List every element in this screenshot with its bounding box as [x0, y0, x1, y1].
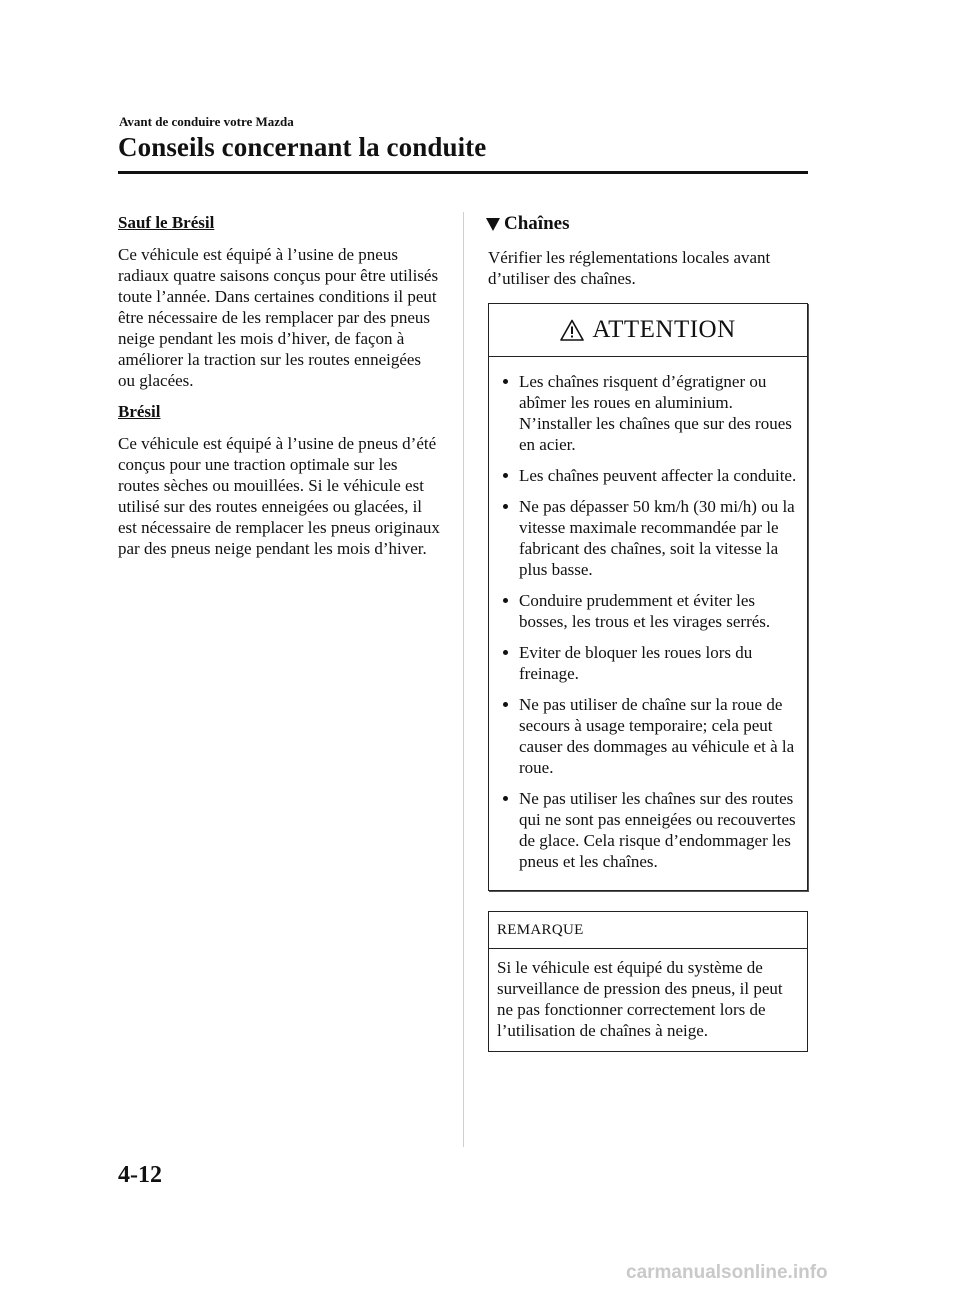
attention-item-text: Eviter de bloquer les roues lors du freinage. [519, 643, 753, 683]
watermark-link[interactable]: carmanualsonline.info [626, 1262, 828, 1283]
bullet-icon [503, 796, 508, 801]
right-column [488, 212, 808, 1052]
paragraph-brazil: Ce véhicule est équipé à l’usine de pneus d’été conçus pour une traction optimale sur les routes sèches ou mouillées. Si le véhicule est utilisé sur des routes enneigées ou glacées, il est nécessaire de remplacer les pneus originaux par des pneus neige pendant les mois d’hiver. [118, 434, 440, 558]
attention-item-text: Conduire prudemment et éviter les bosses, les trous et les virages serrés. [519, 591, 771, 631]
section-label: Avant de conduire votre Mazda [119, 114, 294, 129]
bullet-icon [503, 598, 508, 603]
attention-item [501, 496, 797, 580]
attention-item [501, 465, 797, 486]
attention-item [501, 694, 797, 778]
attention-box [488, 303, 808, 891]
attention-item [501, 371, 797, 455]
note-text: Si le véhicule est équipé du système de surveillance de pression des pneus, il peut ne pas fonctionner correctement lors de l’utilisation de chaînes à neige. [497, 958, 783, 1040]
column-divider [463, 212, 464, 1147]
attention-header [489, 304, 807, 357]
bullet-icon [503, 650, 508, 655]
triangle-down-icon [486, 218, 500, 231]
note-title: REMARQUE [489, 912, 807, 949]
bullet-icon [503, 702, 508, 707]
bullet-icon [503, 379, 508, 384]
attention-title: ATTENTION [592, 316, 736, 343]
chains-heading [486, 212, 808, 236]
attention-item-text: Les chaînes risquent d’égratigner ou abîmer les roues en aluminium. N’installer les chaînes que sur des roues en acier. [519, 372, 792, 454]
left-column [118, 212, 440, 569]
attention-item [501, 590, 797, 632]
chapter-title: Conseils concernant la conduite [118, 132, 487, 162]
attention-item [501, 788, 797, 872]
attention-item-text: Ne pas utiliser les chaînes sur des routes qui ne sont pas enneigées ou recouvertes de glace. Cela risque d’endommager les pneus et les chaînes. [519, 789, 796, 871]
subheading-except-brazil: Sauf le Brésil [118, 213, 215, 232]
attention-item [501, 642, 797, 684]
bullet-icon [503, 473, 508, 478]
bullet-icon [503, 504, 508, 509]
paragraph-except-brazil: Ce véhicule est équipé à l’usine de pneus radiaux quatre saisons conçus pour être utilisés toute l’année. Dans certaines conditions il peut être nécessaire de les remplacer par des pneus neige pendant les mois d’hiver, de façon à améliorer la traction sur les routes enneigées ou glacées. [118, 245, 439, 390]
chains-intro: Vérifier les réglementations locales avant d’utiliser des chaînes. [488, 248, 771, 288]
attention-item-text: Ne pas dépasser 50 km/h (30 mi/h) ou la vitesse maximale recommandée par le fabricant des chaînes, soit la vitesse la plus basse. [519, 497, 795, 579]
page-number: 4-12 [118, 1162, 162, 1188]
header-rule [118, 171, 808, 174]
attention-list [489, 357, 807, 890]
note-box [488, 911, 808, 1052]
attention-item-text: Les chaînes peuvent affecter la conduite. [519, 466, 797, 485]
attention-item-text: Ne pas utiliser de chaîne sur la roue de secours à usage temporaire; cela peut causer des dommages au véhicule et à la roue. [519, 695, 795, 777]
warning-triangle-icon [560, 319, 584, 341]
subheading-brazil: Brésil [118, 402, 161, 421]
chains-heading-text: Chaînes [504, 213, 570, 234]
